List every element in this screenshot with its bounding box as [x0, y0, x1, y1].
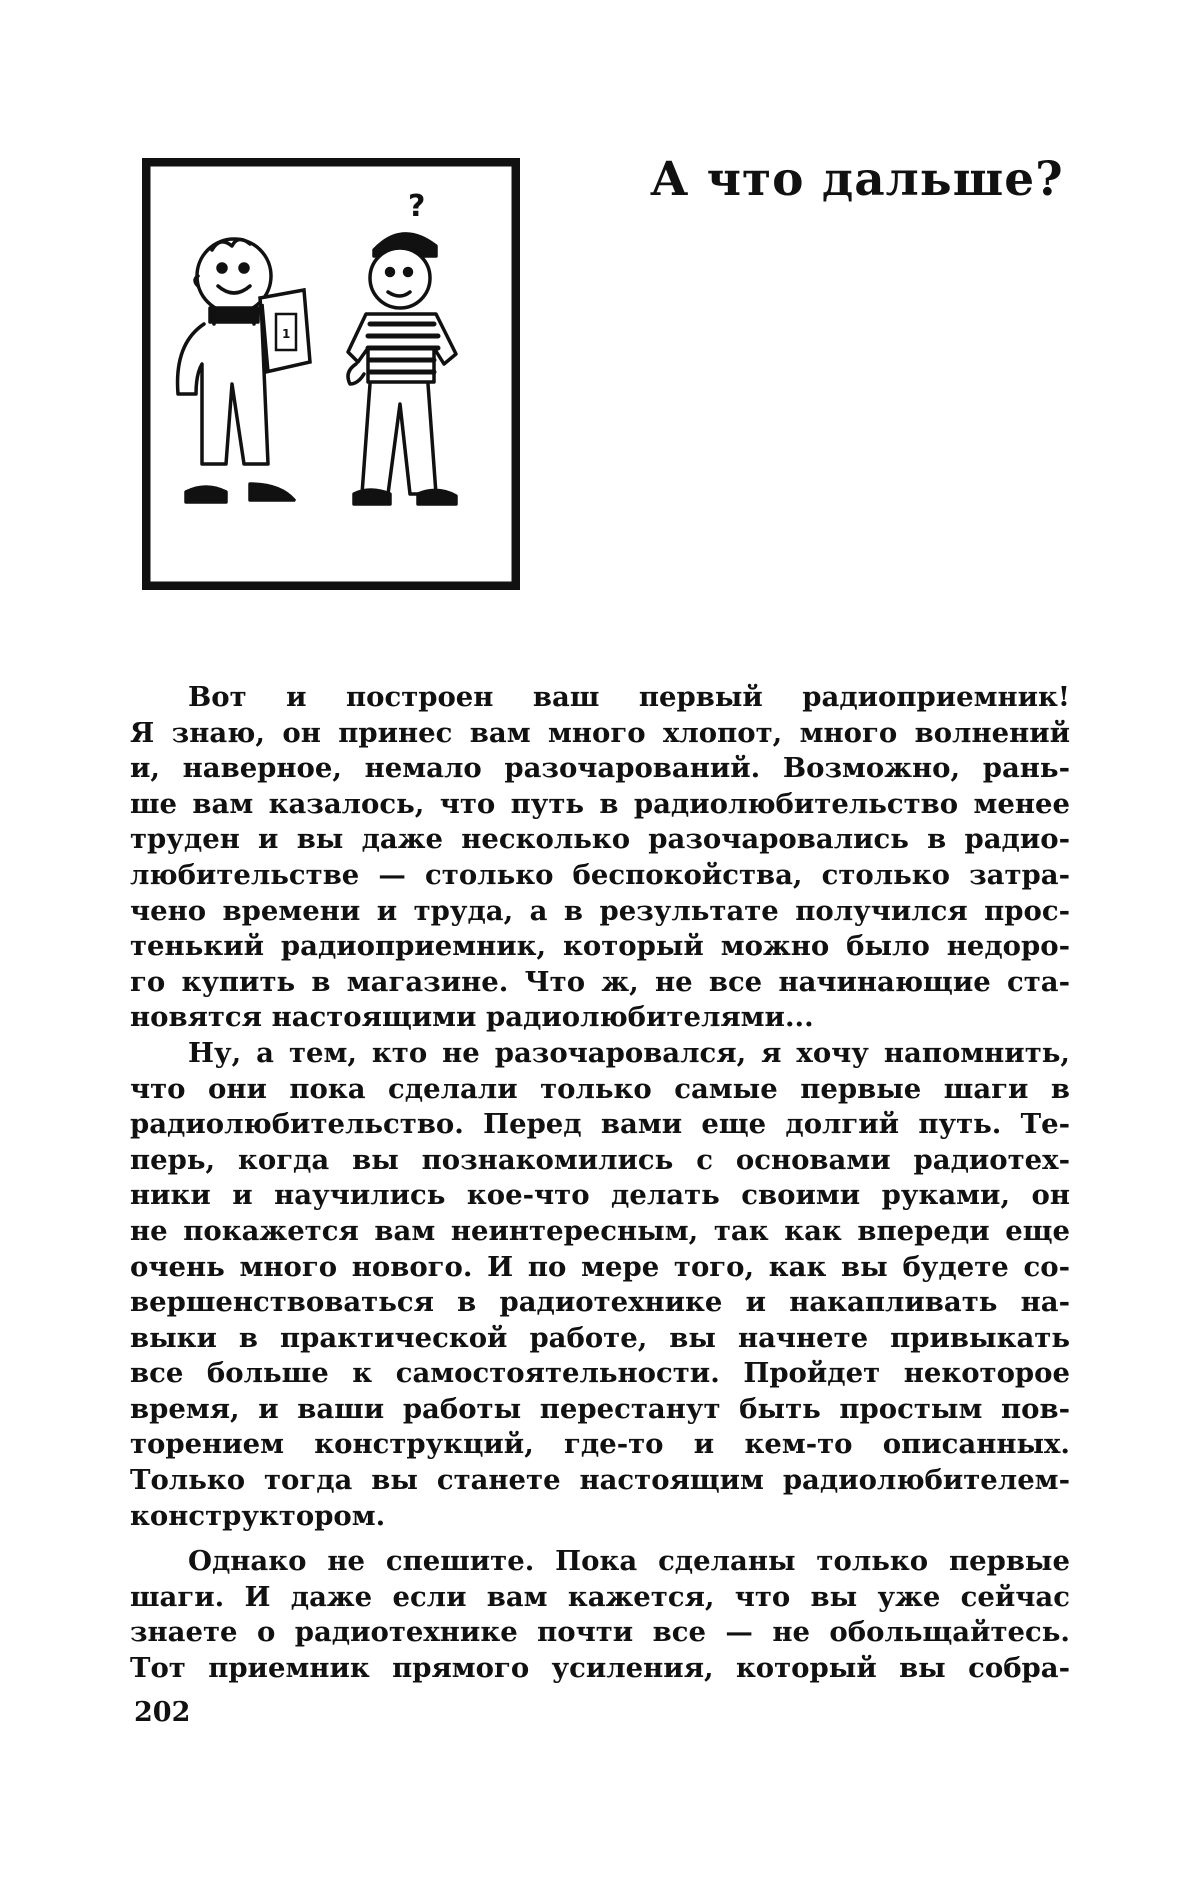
text-line: Ну, а тем, кто не разочаровался, я хочу напомнить, — [188, 1036, 1070, 1069]
text-line: выки в практической работе, вы начнете привыкать — [130, 1321, 1070, 1354]
svg-text:1: 1 — [282, 327, 291, 341]
text-line: что они пока сделали только самые первые шаги в — [130, 1072, 1070, 1105]
text-line: все больше к самостоятельности. Пройдет некоторое — [130, 1357, 1070, 1390]
text-line: шаги. И даже если вам кажется, что вы уже сейчас — [130, 1580, 1070, 1613]
text-line: чено времени и труда, а в результате получился прос- — [130, 894, 1070, 927]
text-line: очень много нового. И по мере того, как вы будете со- — [130, 1250, 1070, 1283]
text-line: ше вам казалось, что путь в радиолюбительство менее — [130, 787, 1070, 820]
text-line: ники и научились кое-что делать своими руками, он — [130, 1179, 1070, 1212]
text-line: труден и вы даже несколько разочаровались в радио- — [130, 823, 1070, 856]
paragraph-3 — [130, 1544, 1070, 1686]
chapter-title: А что дальше? — [650, 152, 1064, 207]
text-line: и, наверное, немало разочарований. Возможно, рань- — [130, 752, 1070, 785]
text-line: новятся настоящими радиолюбителями... — [130, 1001, 814, 1034]
text-line: го купить в магазине. Что ж, не все начинающие ста- — [130, 965, 1070, 998]
question-mark-icon: ? — [408, 189, 426, 224]
text-line: радиолюбительство. Перед вами еще долгий путь. Те- — [130, 1108, 1070, 1141]
page-number: 202 — [134, 1697, 191, 1728]
text-line: Я знаю, он принес вам много хлопот, много волнений — [130, 716, 1070, 749]
text-line: Тот приемник прямого усиления, который вы собра- — [130, 1652, 1070, 1685]
book-icon — [260, 290, 310, 372]
cartoon-illustration — [142, 158, 520, 590]
text-line: тенький радиоприемник, который можно было недоро- — [130, 930, 1070, 963]
text-line: знаете о радиотехнике почти все — не обольщайтесь. — [130, 1616, 1070, 1649]
right-boy-figure — [348, 189, 456, 504]
paragraph-2 — [130, 1036, 1070, 1534]
paragraph-1 — [130, 680, 1070, 1036]
text-line: Вот и построен ваш первый радиоприемник! — [188, 681, 1070, 713]
text-line: перь, когда вы познакомились с основами радиотех- — [130, 1143, 1070, 1176]
text-line: время, и ваши работы перестанут быть простым пов- — [130, 1392, 1070, 1425]
text-line: Однако не спешите. Пока сделаны только первые — [188, 1545, 1070, 1578]
text-line: торением конструкций, где-то и кем-то описанных. — [130, 1428, 1070, 1461]
body-text — [130, 680, 1070, 1687]
text-line: не покажется вам неинтересным, так как впереди еще — [130, 1214, 1070, 1247]
text-line: конструктором. — [130, 1499, 386, 1532]
text-line: Только тогда вы станете настоящим радиолюбителем- — [130, 1464, 1070, 1497]
text-line: вершенствоваться в радиотехнике и накапливать на- — [130, 1286, 1070, 1319]
text-line: любительстве — столько беспокойства, столько затра- — [130, 858, 1070, 891]
